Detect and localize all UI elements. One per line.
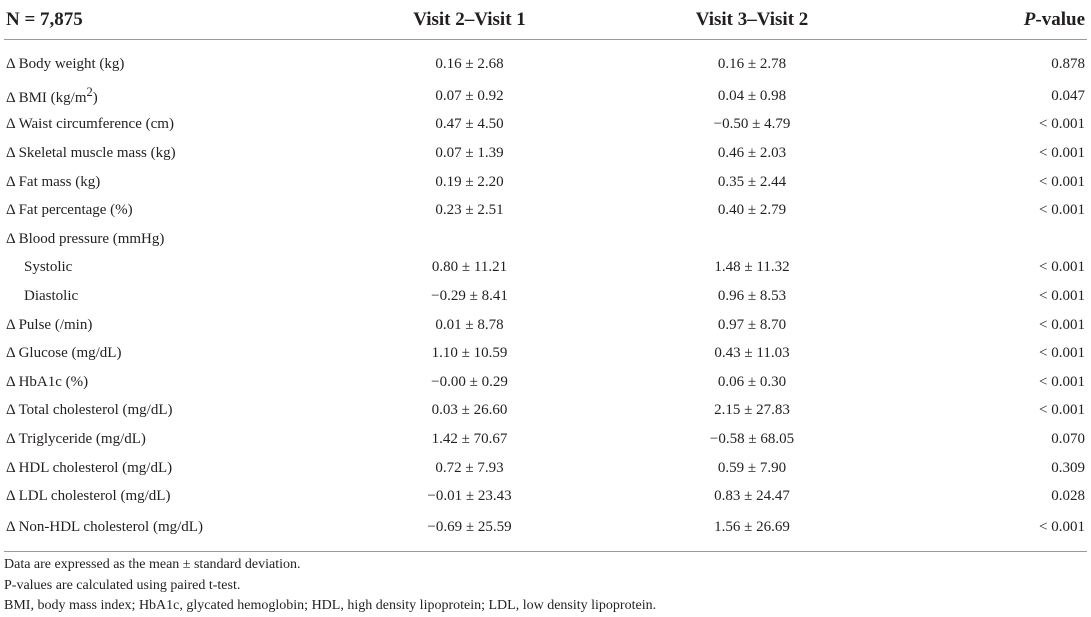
cell-p-value: < 0.001 <box>1039 373 1085 390</box>
table-row <box>4 397 1087 426</box>
cell-p-value: < 0.001 <box>1039 345 1085 362</box>
table-row <box>4 425 1087 454</box>
table-row <box>4 196 1087 225</box>
table-row <box>4 482 1087 511</box>
table-row <box>4 511 1087 552</box>
cell-visit3-visit2: −0.58 ± 68.05 <box>709 430 795 447</box>
cell-visit2-visit1: −0.01 ± 23.43 <box>427 488 512 505</box>
table-row <box>4 139 1087 168</box>
row-label: Δ Fat mass (kg) <box>6 173 101 190</box>
cell-visit2-visit1: 0.03 ± 26.60 <box>431 402 508 419</box>
cell-visit3-visit2: −0.50 ± 4.79 <box>713 116 791 133</box>
cell-p-value: < 0.001 <box>1039 116 1085 133</box>
cell-visit3-visit2: 2.15 ± 27.83 <box>714 402 790 419</box>
cell-visit2-visit1 <box>342 225 597 254</box>
header-p-value <box>907 0 1087 40</box>
row-label: Δ Skeletal muscle mass (kg) <box>6 144 176 161</box>
row-label-sub: Systolic <box>24 259 73 276</box>
cell-visit2-visit1: 0.01 ± 8.78 <box>435 316 504 333</box>
table-row <box>4 282 1087 311</box>
row-label: Δ Triglyceride (mg/dL) <box>6 430 146 447</box>
table-row <box>4 339 1087 368</box>
cell-visit3-visit2: 0.40 ± 2.79 <box>717 202 787 219</box>
cell-p-value: 0.028 <box>1051 488 1085 505</box>
row-label: Δ HbA1c (%) <box>6 373 89 390</box>
table-row <box>4 40 1087 83</box>
table-footnotes <box>4 555 656 617</box>
paired-difference-table <box>4 0 1087 552</box>
table-row <box>4 368 1087 397</box>
cell-visit2-visit1: −0.69 ± 25.59 <box>342 511 597 552</box>
row-label: Δ Waist circumference (cm) <box>6 116 174 133</box>
cell-p-value: < 0.001 <box>1039 402 1085 419</box>
table-row <box>4 254 1087 283</box>
cell-visit3-visit2: 0.43 ± 11.03 <box>714 345 790 362</box>
footnote-mean-sd: Data are expressed as the mean ± standard deviation. <box>4 557 301 572</box>
cell-visit3-visit2: 0.04 ± 0.98 <box>717 87 787 104</box>
cell-visit2-visit1: −0.00 ± 0.29 <box>431 373 508 390</box>
row-label: Δ HDL cholesterol (mg/dL) <box>6 459 173 476</box>
cell-visit2-visit1: 0.72 ± 7.93 <box>435 459 504 476</box>
header-visit3-visit2: Visit 3–Visit 2 <box>597 0 907 40</box>
row-label: Δ Glucose (mg/dL) <box>6 345 122 362</box>
cell-visit2-visit1: 0.07 ± 0.92 <box>435 87 504 104</box>
cell-visit3-visit2: 0.59 ± 7.90 <box>717 459 787 476</box>
cell-visit2-visit1: 0.19 ± 2.20 <box>435 173 504 190</box>
cell-p-value: 0.309 <box>1051 459 1085 476</box>
cell-visit3-visit2: 1.48 ± 11.32 <box>714 259 790 276</box>
cell-visit2-visit1: 0.47 ± 4.50 <box>435 116 504 133</box>
cell-visit3-visit2: 0.83 ± 24.47 <box>714 488 790 505</box>
cell-p-value: 0.070 <box>1051 430 1085 447</box>
footnote-abbreviations: BMI, body mass index; HbA1c, glycated hemoglobin; HDL, high density lipoprotein; LDL, low density lipoprotein. <box>4 598 657 613</box>
cell-visit2-visit1: 0.80 ± 11.21 <box>431 259 508 276</box>
table-row <box>4 168 1087 197</box>
row-label: Δ Pulse (/min) <box>6 316 93 333</box>
table-row <box>4 311 1087 340</box>
row-label: Δ Body weight (kg) <box>6 56 125 72</box>
cell-visit2-visit1: −0.29 ± 8.41 <box>431 287 508 304</box>
row-label: Δ Non-HDL cholesterol (mg/dL) <box>4 511 342 552</box>
cell-visit3-visit2: 0.06 ± 0.30 <box>717 373 787 390</box>
cell-visit2-visit1: 0.23 ± 2.51 <box>435 202 504 219</box>
cell-p-value: 0.878 <box>1051 56 1085 72</box>
row-label <box>4 82 342 111</box>
table-row <box>4 82 1087 111</box>
cell-visit2-visit1: 1.10 ± 10.59 <box>431 345 508 362</box>
header-p-rest: -value <box>1035 8 1085 30</box>
table-row <box>4 111 1087 140</box>
cell-p-value: < 0.001 <box>1039 202 1085 219</box>
header-p-italic: P <box>1023 8 1036 30</box>
cell-p-value: < 0.001 <box>1039 173 1085 190</box>
cell-p-value: < 0.001 <box>1039 287 1085 304</box>
table-header-row <box>4 0 1087 40</box>
footnote-paired-ttest: P-values are calculated using paired t-test. <box>4 577 241 593</box>
cell-visit3-visit2: 1.56 ± 26.69 <box>597 511 907 552</box>
cell-visit3-visit2: 0.96 ± 8.53 <box>717 287 787 304</box>
cell-p-value: < 0.001 <box>1039 144 1085 161</box>
table-row <box>4 454 1087 483</box>
row-label-superscript: 2 <box>86 85 93 100</box>
row-label: Δ LDL cholesterol (mg/dL) <box>6 488 171 505</box>
cell-p-value: 0.047 <box>1051 87 1085 104</box>
row-label-text: Δ BMI (kg/m <box>6 90 87 107</box>
cell-visit3-visit2: 0.46 ± 2.03 <box>717 144 787 161</box>
cell-visit2-visit1: 0.16 ± 2.68 <box>435 56 504 72</box>
cell-p-value: < 0.001 <box>1039 259 1085 276</box>
row-label-group: Δ Blood pressure (mmHg) <box>6 230 165 247</box>
table-row <box>4 225 1087 254</box>
header-sample-size: N = 7,875 <box>4 0 342 40</box>
cell-visit2-visit1: 1.42 ± 70.67 <box>431 430 508 447</box>
header-visit2-visit1: Visit 2–Visit 1 <box>342 0 597 40</box>
results-table-container <box>4 0 1087 552</box>
cell-visit2-visit1: 0.07 ± 1.39 <box>435 144 504 161</box>
row-label-close: ) <box>92 90 98 107</box>
cell-p-value: < 0.001 <box>1039 316 1085 333</box>
cell-visit3-visit2: 0.97 ± 8.70 <box>717 316 787 333</box>
row-label-sub: Diastolic <box>24 287 79 304</box>
cell-visit3-visit2 <box>597 225 907 254</box>
cell-p-value: < 0.001 <box>907 511 1087 552</box>
row-label: Δ Total cholesterol (mg/dL) <box>6 402 173 419</box>
row-label: Δ Fat percentage (%) <box>6 202 133 219</box>
cell-visit3-visit2: 0.16 ± 2.78 <box>717 56 787 72</box>
cell-p-value <box>907 225 1087 254</box>
cell-visit3-visit2: 0.35 ± 2.44 <box>717 173 787 190</box>
